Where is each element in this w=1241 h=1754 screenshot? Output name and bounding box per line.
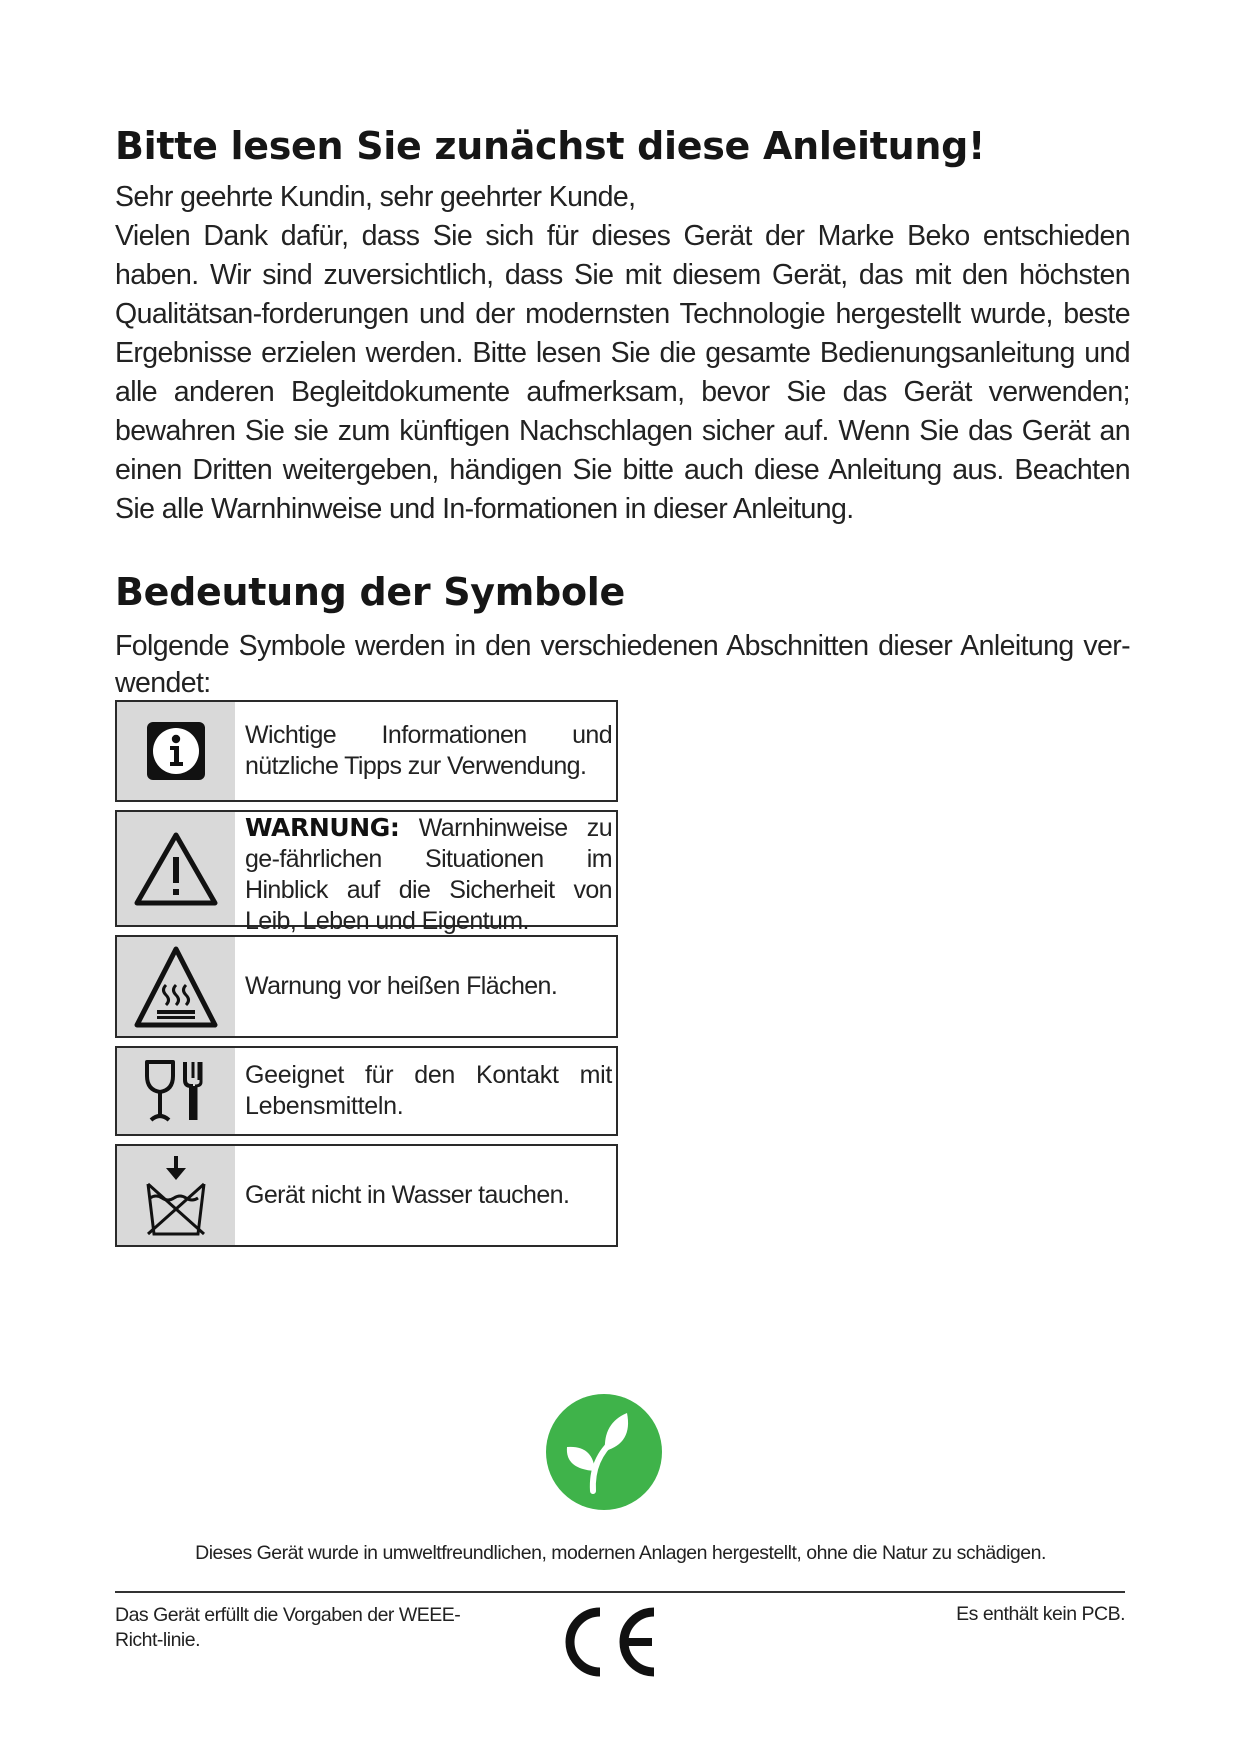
symbols-heading: Bedeutung der Symbole bbox=[115, 570, 625, 614]
page-title: Bitte lesen Sie zunächst diese Anleitung! bbox=[115, 124, 986, 168]
warning-icon bbox=[117, 812, 235, 925]
weee-statement: Das Gerät erfüllt die Vorgaben der WEEE-Richt-linie. bbox=[115, 1604, 461, 1651]
no-immersion-icon bbox=[117, 1146, 235, 1245]
intro-text bbox=[115, 178, 1130, 529]
warning-label: WARNUNG: bbox=[245, 813, 400, 842]
symbol-row-info bbox=[115, 700, 618, 802]
eco-leaf-icon bbox=[545, 1393, 663, 1511]
symbol-text: Warnung vor heißen Flächen. bbox=[245, 972, 558, 1000]
symbol-row-no-immersion bbox=[115, 1144, 618, 1247]
symbol-text: Geeignet für den Kontakt mit Lebensmitteln. bbox=[245, 1061, 612, 1120]
symbol-row-food-safe bbox=[115, 1046, 618, 1136]
pcb-statement: Es enthält kein PCB. bbox=[956, 1603, 1125, 1625]
symbol-text: Wichtige Informationen und nützliche Tipps zur Verwendung. bbox=[245, 721, 612, 780]
symbol-row-hot-surface bbox=[115, 935, 618, 1038]
symbol-row-warning bbox=[115, 810, 618, 935]
intro-greeting: Sehr geehrte Kundin, sehr geehrter Kunde, bbox=[115, 181, 636, 213]
intro-body: Vielen Dank dafür, dass Sie sich für dieses Gerät der Marke Beko entschieden haben. Wir sind zuversichtlich, dass Sie mit diesem Gerät, das mit den höchsten Qualitätsan-forderungen und der modernsten Technologie hergestellt wurde, beste Ergebnisse erzielen werden. Bitte lesen Sie die gesamte Bedienungsanleitung und alle anderen Begleitdokumente aufmerksam, bevor Sie das Gerät verwenden; bewahren Sie sie zum künftigen Nachschlagen sicher auf. Wenn Sie das Gerät an einen Dritten weitergeben, händigen Sie bitte auch diese Anleitung aus. Beachten Sie alle Warnhinweise und In-formationen in dieser Anleitung. bbox=[115, 220, 1130, 525]
info-icon bbox=[117, 702, 235, 800]
eco-statement: Dieses Gerät wurde in umweltfreundlichen, modernen Anlagen hergestellt, ohne die Natur zu schädigen. bbox=[195, 1542, 1046, 1564]
symbols-intro bbox=[115, 628, 1130, 702]
hot-surface-icon bbox=[117, 937, 235, 1036]
food-safe-icon bbox=[117, 1048, 235, 1134]
divider bbox=[115, 1591, 1125, 1593]
ce-mark-icon bbox=[556, 1604, 660, 1680]
symbol-text: Warnhinweise zu ge-fährlichen Situationen im Hinblick auf die Sicherheit von Leib, Leben und Eigentum. bbox=[245, 814, 612, 935]
symbol-text-warning bbox=[245, 812, 612, 937]
symbol-text: Gerät nicht in Wasser tauchen. bbox=[245, 1181, 570, 1209]
symbols-intro-text: Folgende Symbole werden in den verschiedenen Abschnitten dieser Anleitung ver-wendet: bbox=[115, 630, 1130, 699]
